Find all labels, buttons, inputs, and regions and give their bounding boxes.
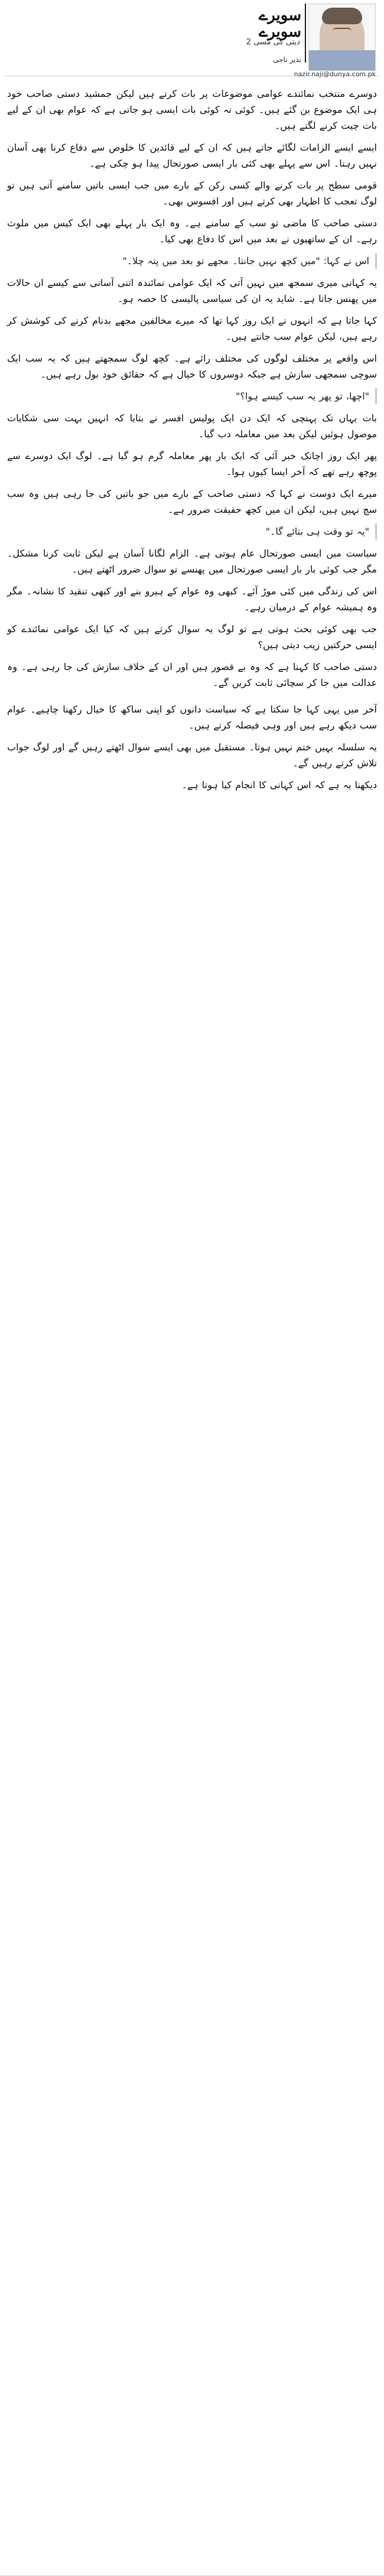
article-paragraph: یہ کہانی میری سمجھ میں نہیں آتی کہ ایک عوامی نمائندہ اتنی آسانی سے کیسے ان حالات میں پھنس جاتا ہے۔ شاید یہ ان کی سیاسی پالیسی کا حصہ ہو۔ [7,277,377,304]
section-break [7,697,377,701]
column-brand: سویرے سویرے [258,6,301,41]
article-closing: دیکھنا یہ ہے کہ اس کہانی کا انجام کیا ہوتا ہے۔ [181,779,377,791]
article-paragraph: کہا جاتا ہے کہ انہوں نے ایک روز کہا تھا کہ میرے مخالفین مجھے بدنام کرنے کی کوشش کر رہے ہیں، لیکن عوام سب جانتے ہیں۔ [7,315,377,342]
author-shirt [309,50,375,70]
masthead [228,4,376,78]
article-paragraph: میرے ایک دوست نے کہا کہ دستی صاحب کے بارے میں جو باتیں کی جا رہی ہیں وہ سب سچ نہیں ہیں، لیکن ان میں کچھ حقیقت ضرور ہے۔ [7,488,378,515]
article-closing: یہ سلسلہ یہیں ختم نہیں ہوتا۔ مستقبل میں بھی ایسے سوال اٹھتے رہیں گے اور لوگ جواب تلاش کرتے رہیں گے۔ [7,741,377,769]
article-paragraph: جب بھی کوئی بحث ہوتی ہے تو لوگ یہ سوال کرتے ہیں کہ کیا ایک عوامی نمائندے کو ایسی حرکتیں زیب دیتی ہیں؟ [7,623,377,650]
author-smile [333,28,352,35]
article-body [5,76,379,793]
author-hair [322,8,362,24]
article-paragraph: دستی صاحب کا ماضی تو سب کے سامنے ہے۔ وہ ایک بار پہلے بھی ایک کیس میں ملوث رہے۔ ان کے ساتھیوں نے بعد میں اس کا دفاع بھی کیا۔ [7,217,377,245]
article-paragraph: قومی سطح پر بات کرنے والے کسی رکن کے بارے میں جب ایسی باتیں سامنے آتی ہیں تو لوگ تعجب کا اظہار بھی کرتے ہیں اور افسوس بھی۔ [7,180,377,207]
article-closing: آخر میں یہی کہا جا سکتا ہے کہ سیاست دانوں کو اپنی ساکھ کا خیال رکھنا چاہیے۔ عوام سب دیکھ رہے ہیں اور وہی فیصلہ کرتے ہیں۔ [7,704,378,731]
column-header [5,0,379,76]
article-paragraph: اس واقعے پر مختلف لوگوں کی مختلف رائے ہے۔ کچھ لوگ سمجھتے ہیں کہ یہ سب ایک سوچی سمجھی سازش ہے جبکہ دوسروں کا خیال ہے کہ حقائق خود بول رہے ہیں۔ [7,353,377,380]
article-quote: "یہ تو وقت ہی بتائے گا۔" [7,523,377,539]
article-quote: اس نے کہا: "میں کچھ نہیں جانتا۔ مجھے تو بعد میں پتہ چلا۔" [7,253,377,269]
column-title: دیتی کی مسی 2 [246,38,300,47]
article-paragraph: اس کی زندگی میں کئی موڑ آئے۔ کبھی وہ عوام کے ہیرو بنے اور کبھی تنقید کا نشانہ۔ مگر وہ ہمیشہ عوام کے درمیان رہے۔ [7,586,377,613]
article-paragraph: پھر ایک روز اچانک خبر آئی کہ ایک بار پھر معاملہ گرم ہو گیا ہے۔ لوگ ایک دوسرے سے پوچھ رہے تھے کہ آخر ایسا کیوں ہوا۔ [7,450,377,477]
author-name: نذیر ناجی [273,56,301,64]
author-photo [308,4,376,71]
article-quote: "اچھا، تو پھر یہ سب کیسے ہوا؟" [7,388,377,404]
article-paragraph: دوسرے منتخب نمائندے عوامی موضوعات پر بات کرتے ہیں لیکن جمشید دستی صاحب خود ہی ایک موضوع بن گئے ہیں۔ کوئی نہ کوئی بات ایسی ہو جاتی ہے کہ عوام بھی ان کے لیے بات چیت کرنے لگتے ہیں۔ [7,88,377,131]
article-paragraph: بات یہاں تک پہنچی کہ ایک دن ایک پولیس افسر نے بتایا کہ انہیں بہت سی شکایات موصول ہوئیں لیکن بعد میں معاملہ دب گیا۔ [7,412,377,440]
article-paragraph: دستی صاحب کا کہنا ہے کہ وہ بے قصور ہیں اور ان کے خلاف سازش کی جا رہی ہے۔ وہ عدالت میں جا کر سچائی ثابت کریں گے۔ [7,661,377,688]
author-email: nazir.naji@dunya.com.pk [294,70,376,78]
masthead-divider [305,4,306,63]
article-paragraph: ایسے ایسے الزامات لگائے جاتے ہیں کہ ان کے لیے قائدین کا خلوص سے دفاع کرنا بھی آسان نہیں رہتا۔ اس سے پہلے بھی کئی بار ایسی صورتحال پیدا ہو چکی ہے۔ [7,142,377,169]
article-paragraph: سیاست میں ایسی صورتحال عام ہوتی ہے۔ الزام لگانا آسان ہے لیکن ثابت کرنا مشکل۔ مگر جب کوئی بار بار ایسی صورتحال میں پھنسے تو سوال ضرور اٹھتے ہیں۔ [7,548,377,575]
